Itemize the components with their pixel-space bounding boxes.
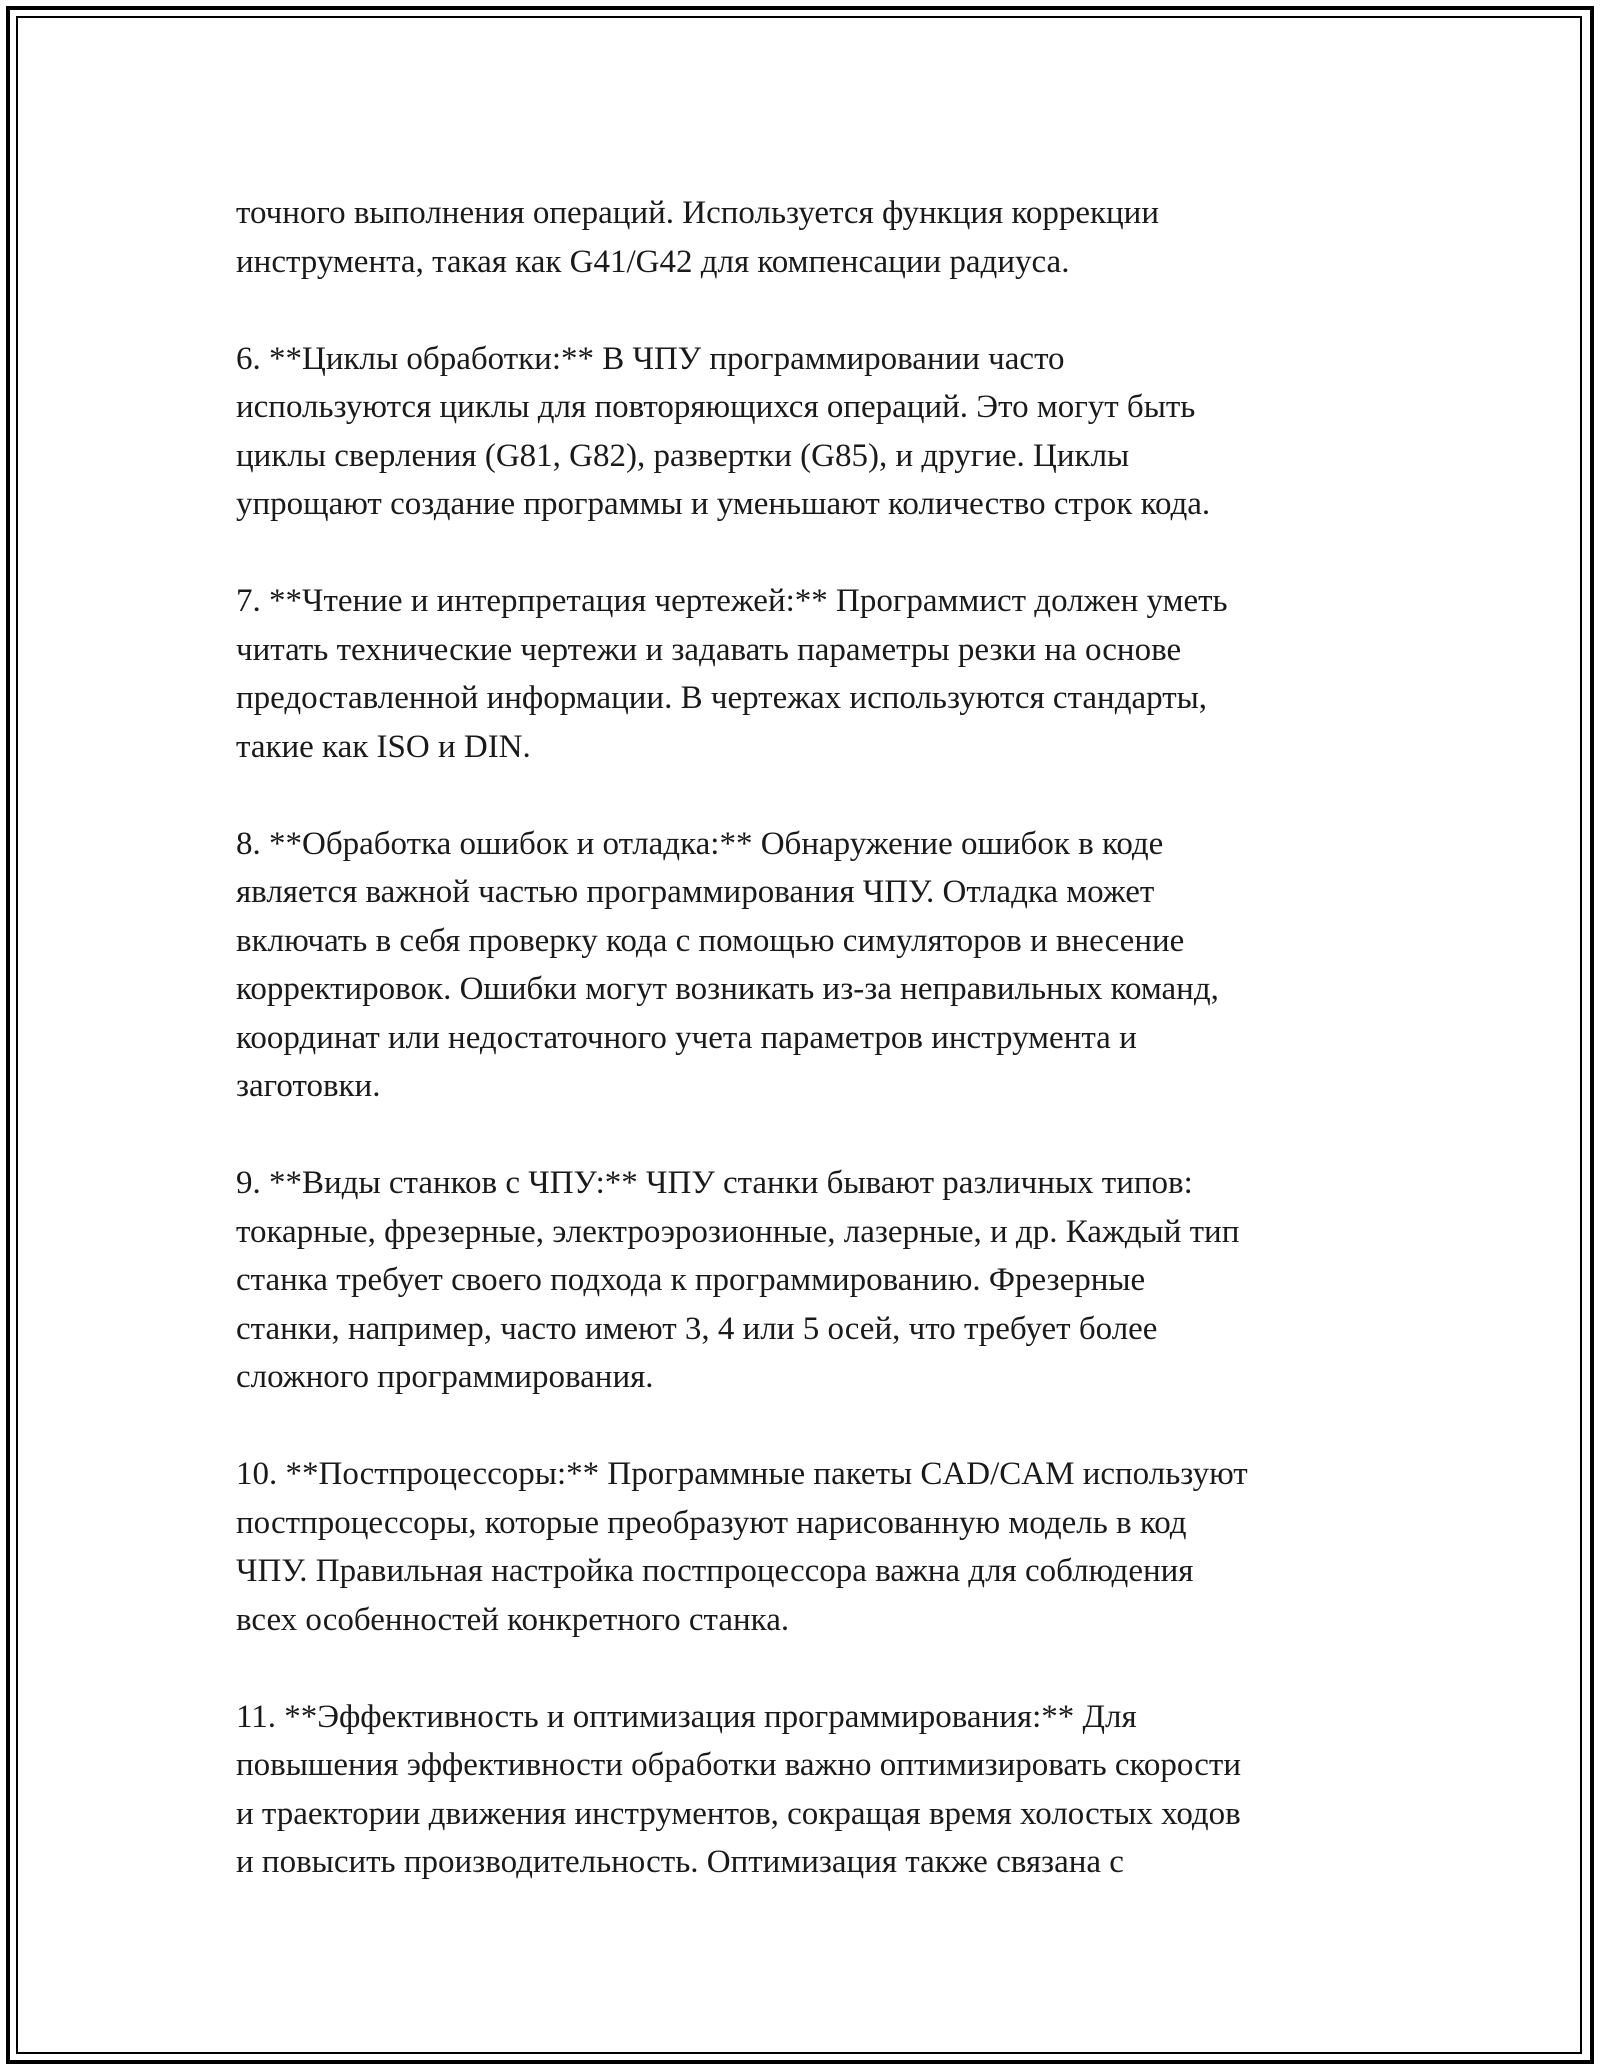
paragraph-tool-correction: точного выполнения операций. Используется функция коррекции инструмента, такая как G41/G42 для компенсации радиуса. [236,195,1159,280]
document-body [236,189,1386,1887]
paragraph-machine-types: 9. **Виды станков с ЧПУ:** ЧПУ станки бывают различных типов: токарные, фрезерные, электроэрозионные, лазерные, и др. Каждый тип станка требует своего подхода к программированию. Фрезерные станки, например, часто имеют 3, 4 или 5 осей, что требует более сложного программирования. [236,1165,1240,1395]
paragraph-error-debugging: 8. **Обработка ошибок и отладка:** Обнаружение ошибок в коде является важной частью программирования ЧПУ. Отладка может включать в себя проверку кода с помощью симуляторов и внесение корректировок. Ошибки могут возникать из-за неправильных команд, координат или недостаточного учета параметров инструмента и заготовки. [236,825,1219,1104]
paragraph-optimization: 11. **Эффективность и оптимизация программирования:** Для повышения эффективности обработки важно оптимизировать скорости и траектории движения инструментов, сокращая время холостых ходов и повысить производительность. Оптимизация также связана с [236,1698,1241,1880]
paragraph-drawing-reading: 7. **Чтение и интерпретация чертежей:** Программист должен уметь читать технические чертежи и задавать параметры резки на основе предоставленной информации. В чертежах используются стандарты, такие как ISO и DIN. [236,583,1228,765]
paragraph-machining-cycles: 6. **Циклы обработки:** В ЧПУ программировании часто используются циклы для повторяющихся операций. Это могут быть циклы сверления (G81, G82), развертки (G85), и другие. Циклы упрощают создание программы и уменьшают количество строк кода. [236,340,1211,522]
paragraph-postprocessors: 10. **Постпроцессоры:** Программные пакеты CAD/CAM используют постпроцессоры, которые преобразуют нарисованную модель в код ЧПУ. Правильная настройка постпроцессора важна для соблюдения всех особенностей конкретного станка. [236,1456,1248,1638]
